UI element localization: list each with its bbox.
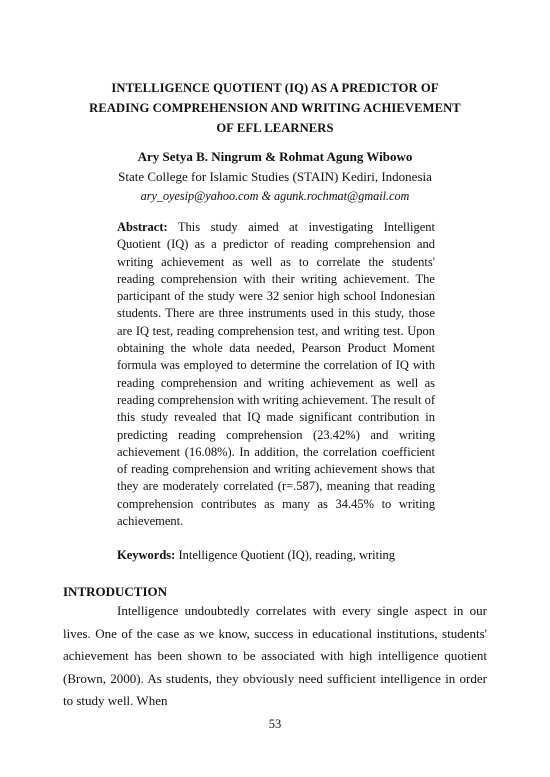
keywords-label: Keywords: <box>117 548 176 562</box>
title-line-3: OF EFL LEARNERS <box>216 121 334 135</box>
abstract-label: Abstract: <box>117 220 168 234</box>
section-heading-introduction: INTRODUCTION <box>63 584 168 599</box>
page-number: 53 <box>268 717 282 731</box>
author-affiliation: State College for Islamic Studies (STAIN) Kediri, Indonesia <box>118 169 432 184</box>
keywords <box>117 546 447 564</box>
author-names: Ary Setya B. Ningrum & Rohmat Agung Wibowo <box>137 149 413 164</box>
title-line-2: READING COMPREHENSION AND WRITING ACHIEVEMENT <box>89 101 461 115</box>
paper-title <box>70 78 480 138</box>
keywords-text: Intelligence Quotient (IQ), reading, writing <box>178 548 396 562</box>
author-emails: ary_oyesip@yahoo.com & agunk.rochmat@gmail.com <box>140 189 410 203</box>
title-line-1: INTELLIGENCE QUOTIENT (IQ) AS A PREDICTOR OF <box>111 81 439 95</box>
introduction-paragraph: Intelligence undoubtedly correlates with every single aspect in our lives. One of the case as we know, success in educational institutions, students' achievement has been shown to be associated with high intelligence quotient (Brown, 2000). As students, they obviously need sufficient intelligence in order to study well. When <box>63 603 487 708</box>
abstract-text: This study aimed at investigating Intelligent Quotient (IQ) as a predictor of reading comprehension and writing achievement as well as to correlate the students' reading comprehension with their writing achievement. The participant of the study were 32 senior high school Indonesian students. There are three instruments used in this study, those are IQ test, reading comprehension test, and writing test. Upon obtaining the whole data needed, Pearson Product Moment formula was employed to determine the correlation of IQ with reading comprehension and writing achievement as well as reading comprehension with writing achievement. The result of this study revealed that IQ made significant contribution in predicting reading comprehension (23.42%) and writing achievement (16.08%). In addition, the correlation coefficient of reading comprehension and writing achievement shows that they are moderately correlated (r=.587), meaning that reading comprehension contributes as many as 34.45% to writing achievement. <box>117 220 435 529</box>
abstract <box>117 219 435 530</box>
